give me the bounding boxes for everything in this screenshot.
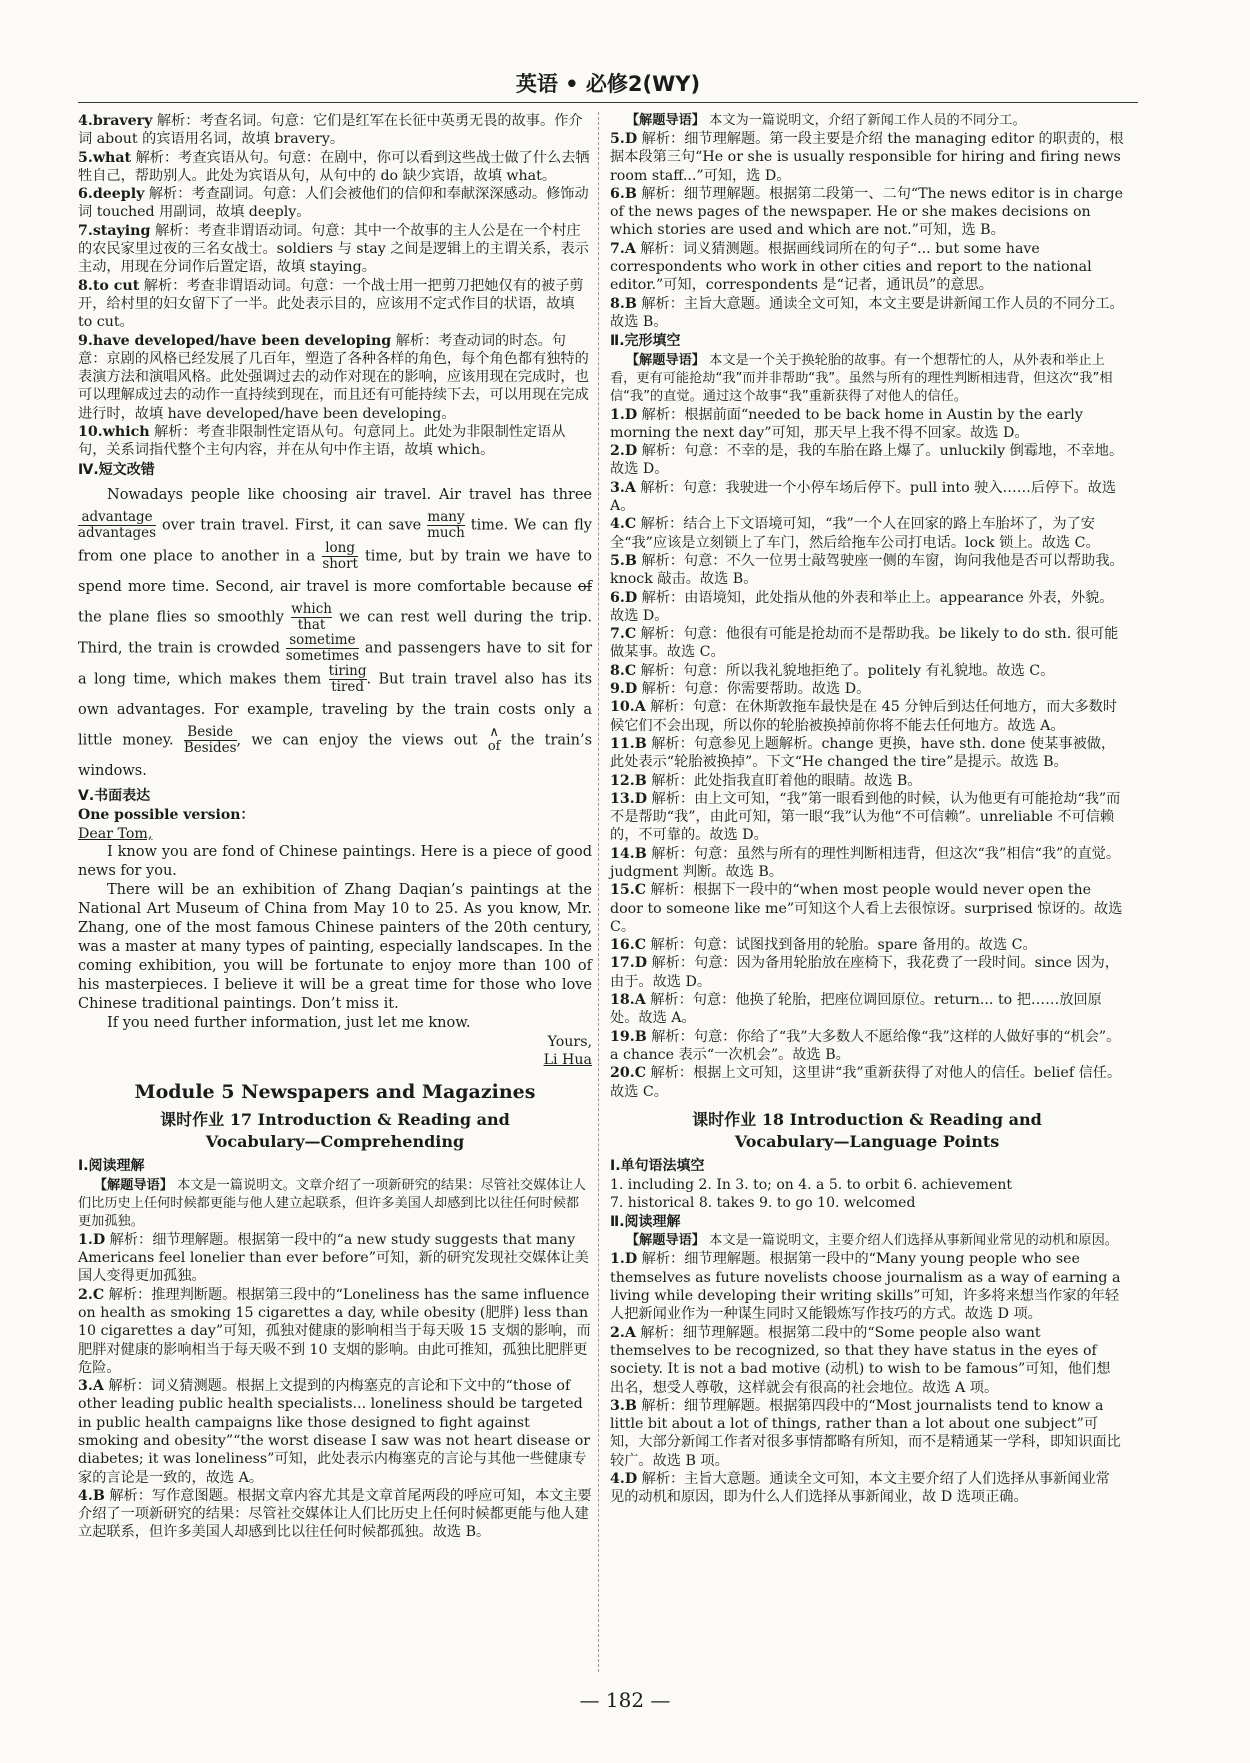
- answer-key: 7.: [610, 626, 625, 643]
- answer-value: D: [634, 790, 647, 807]
- column-divider: [598, 112, 599, 1672]
- answer-item: [78, 149, 592, 186]
- answer-item: [610, 772, 1124, 790]
- letter-greeting: Dear Tom,: [78, 825, 153, 842]
- answer-value: B: [624, 185, 637, 202]
- answer-value: D: [624, 443, 638, 460]
- answer-explanation: 解析：句意：不久一位男士敲驾驶座一侧的车窗，询问我他是否可以帮助我。knock 敲击。故选 B。: [610, 552, 1124, 588]
- answer-explanation: 解析：词义猜测题。根据画线词所在的句子“... but some have correspondents who work in other cities and report to the national editor.”可知，correspondents 是“记者，通讯员”的意思。: [610, 240, 1092, 294]
- answer-explanation: 解析：考查名词。句意：它们是红军在长征中英勇无畏的故事。作介词 about 的宾语用名词，故填 bravery。: [78, 113, 583, 148]
- answer-explanation: 解析：主旨大意题。通读全文可知，本文主要介绍了人们选择从事新闻业常见的动机和原因，即为什么人们选择从事新闻业，故 D 选项正确。: [610, 1471, 1110, 1506]
- answer-value: D: [624, 406, 638, 423]
- answer-key: 2.: [610, 1324, 625, 1341]
- correction-mark: tiring tired: [328, 662, 367, 695]
- letter-signature: Li Hua: [543, 1052, 592, 1069]
- answer-explanation: 解析：句意：试图找到备用的轮胎。spare 备用的。故选 C。: [650, 937, 1037, 954]
- answer-item: [610, 881, 1124, 936]
- answer-explanation: 解析：句意：他换了轮胎，把座位调回原位。return... to 把……放回原处。故选 A。: [610, 992, 1102, 1027]
- answer-value: D: [624, 131, 638, 147]
- answer-list-bottom: [78, 1231, 592, 1542]
- answer-value: A: [624, 1324, 636, 1341]
- answer-key: 3.: [610, 1397, 625, 1414]
- answer-value: C: [624, 662, 637, 679]
- answer-item: [610, 515, 1124, 552]
- answer-value: C: [634, 1065, 646, 1082]
- answer-key: 8.: [78, 277, 93, 294]
- answer-item: [610, 680, 1124, 698]
- answer-value: bravery: [92, 113, 153, 129]
- letter-paragraph: If you need further information, just let me know.: [107, 1014, 471, 1031]
- answer-item: [78, 112, 592, 149]
- letter-paragraph: There will be an exhibition of Zhang Daqian’s paintings at the National Art Museum of China from May 10 to 25. As you know, Mr. Zhang, one of the most famous Chinese painters of the 20th century, was a master at many types of painting, especially landscapes. In the coming exhibition, you will be fortunate to enjoy more than 100 of his masterpieces. I believe it will be a great time for those who love Chinese traditional paintings. Don’t miss it.: [78, 881, 592, 1012]
- answer-explanation: 解析：考查宾语从句。句意：在剧中，你可以看到这些战士做了什么去牺牲自己，帮助别人。此处为宾语从句，从句中的 do 缺少宾语，故填 what。: [78, 149, 590, 184]
- answer-value: B: [634, 1028, 647, 1045]
- section-writing: Ⅴ.书面表达: [78, 787, 151, 804]
- answer-value: D: [92, 1231, 106, 1248]
- answer-explanation: 解析：考查非限制性定语从句。句意同上。此处为非限制性定语从句，关系词指代整个主句内容，并在从句中作主语，故填 which。: [78, 424, 566, 459]
- answer-key: 2.: [78, 1286, 93, 1303]
- correction-mark: long short: [322, 539, 358, 572]
- answer-item: [610, 790, 1124, 845]
- answer-key: 6.: [610, 185, 625, 202]
- answer-item: [78, 423, 592, 460]
- answer-key: 8.: [610, 662, 625, 679]
- answer-value: which: [102, 424, 150, 441]
- answer-item: [610, 442, 1124, 479]
- answer-item: [610, 625, 1124, 662]
- answer-key: 13.: [610, 790, 635, 807]
- answer-key: 8.: [610, 295, 625, 312]
- answer-key: 7.: [610, 240, 625, 257]
- answer-value: B: [634, 735, 647, 752]
- answer-explanation: 解析：考查动词的时态。句意：京剧的风格已经发展了几百年，塑造了各种各样的角色，每个角色都有独特的表演方法和演唱风格。此处强调过去的动作对现在的影响，应该用现在完成时，也可以理解成过去的动作一直持续到现在，而且还有可能持续下去，可以用现在完成进行时，故填 have developed/have been developing。: [78, 332, 589, 422]
- answer-explanation: 解析：根据前面“needed to be back home in Austin by the early morning the next day”可知，那天早上我不得不回家。故选 D。: [610, 406, 1083, 441]
- correction-mark: many much: [427, 508, 465, 541]
- answer-key: 11.: [610, 735, 635, 752]
- answer-value: have developed/have been developing: [92, 332, 392, 349]
- answer-key: 10.: [610, 699, 635, 716]
- answer-key: 6.: [610, 589, 625, 606]
- answer-value: C: [634, 937, 646, 954]
- answer-key: 9.: [610, 681, 625, 698]
- answer-item: [610, 240, 1124, 295]
- answer-explanation: 解析：细节理解题。根据第一段中的“Many young people who see themselves as future novelists choose journalism as a way of earning a living while developing their writing skills”可知，许多将来想当作家的年轻人把新闻业作为一种谋生同时又能锻炼写作技巧的方式。故选 D 项。: [610, 1251, 1121, 1323]
- right-column: [610, 112, 1124, 1507]
- answer-item: [610, 1470, 1124, 1507]
- answer-explanation: 解析：由语境知，此处指从他的外表和举止上。appearance 外表，外貌。故选 D。: [610, 589, 1114, 624]
- answer-value: A: [634, 699, 646, 716]
- answer-explanation: 解析：考查非谓语动词。句意：其中一个故事的主人公是在一个村庄的农民家里过夜的三名女战士。soldiers 与 stay 之间是逻辑上的主谓关系，表示主动，用现在分词作后置定语，故填 staying。: [78, 222, 589, 276]
- answer-value: B: [92, 1487, 105, 1504]
- guide-text: 【解题导语】 本文是一篇说明文，主要介绍人们选择从事新闻业常见的动机和原因。: [625, 1233, 1118, 1249]
- answer-explanation: 解析：句意：不幸的是，我的车胎在路上爆了。unluckily 倒霉地，不幸地。故选 D。: [610, 443, 1124, 478]
- answer-explanation: 解析：句意：我驶进一个小停车场后停下。pull into 驶入……后停下。故选 A。: [610, 479, 1117, 515]
- letter-closing: Yours,: [547, 1033, 592, 1050]
- answer-key: 2.: [610, 443, 625, 460]
- answer-explanation: 解析：句意：所以我礼貌地拒绝了。politely 有礼貌地。故选 C。: [640, 662, 1055, 679]
- answer-item: [610, 991, 1124, 1028]
- module-title: Module 5 Newspapers and Magazines: [134, 1081, 536, 1104]
- answer-item: [610, 698, 1124, 735]
- answer-key: 17.: [610, 955, 635, 972]
- guide-text: 【解题导语】 本文是一个关于换轮胎的故事。有一个想帮忙的人，从外表和举止上看，更有可能抢劫“我”而并非帮助“我”。虽然与所有的理性判断相违背，但这次“我”相信“我”的直觉。通过这个故事“我”重新获得了对他人的信任。: [610, 352, 1113, 404]
- correction-mark: sometime sometimes: [285, 631, 360, 664]
- answer-item: [610, 130, 1124, 185]
- grammar-answers: 7. historical 8. takes 9. to go 10. welcomed: [610, 1195, 916, 1212]
- answer-item: [610, 552, 1124, 589]
- answer-explanation: 解析：细节理解题。根据第四段中的“Most journalists tend to know a little bit about a lot of things, rather than a lot about one subject”可知，大部分新闻工作者对很多事情都略有所知，而不是精通某一学科，即知识面比较广。故选 B 项。: [610, 1397, 1121, 1469]
- answer-item: [78, 1377, 592, 1487]
- answer-key: 4.: [78, 113, 93, 129]
- answer-item: [610, 185, 1124, 240]
- answer-item: [610, 1250, 1124, 1323]
- answer-key: 4.: [610, 516, 625, 533]
- answer-item: [78, 1231, 592, 1286]
- answer-explanation: 解析：结合上下文语境可知，“我”一个人在回家的路上车胎坏了，为了安全“我”应该是立刻锁上了车门，然后给拖车公司打电话。lock 锁上。故选 C。: [610, 516, 1100, 551]
- answer-key: 15.: [610, 882, 635, 899]
- section-grammar: Ⅰ.单句语法填空: [610, 1157, 705, 1174]
- answer-value: to cut: [92, 277, 140, 294]
- letter-paragraph: I know you are fond of Chinese paintings. Here is a piece of good news for you.: [78, 843, 592, 879]
- section-cloze: Ⅱ.完形填空: [610, 333, 681, 350]
- answer-item: [78, 277, 592, 332]
- answer-key: 16.: [610, 937, 635, 954]
- correction-mark: which that: [291, 600, 332, 633]
- answer-explanation: 解析：句意：虽然与所有的理性判断相违背，但这次“我”相信“我”的直觉。judgment 判断。故选 B。: [610, 845, 1121, 880]
- answer-item: [610, 954, 1124, 991]
- answer-item: [78, 185, 592, 222]
- answer-value: B: [634, 845, 647, 862]
- answer-explanation: 解析：句意：在休斯敦拖车最快是在 45 分钟后到达任何地方，而大多数时候它们不会出现，所以你的轮胎被换掉前你将不能去任何地方。故选 A。: [610, 699, 1118, 734]
- left-column: [78, 112, 592, 1542]
- answer-explanation: 解析：句意：你需要帮助。故选 D。: [641, 681, 871, 698]
- answer-value: A: [92, 1378, 104, 1395]
- answer-key: 1.: [78, 1231, 93, 1248]
- answer-explanation: 解析：细节理解题。根据第一段中的“a new study suggests that many Americans feel lonelier than ever before”可知，新的研究发现社交媒体让美国人变得更加孤独。: [78, 1231, 589, 1285]
- answer-key: 1.: [610, 1251, 625, 1268]
- answer-key: 5.: [610, 552, 625, 569]
- answer-item: [610, 1324, 1124, 1397]
- answer-explanation: 解析：词义猜测题。根据上文提到的内梅塞克的言论和下文中的“those of other leading public health specialists... loneliness should be targeted in public health campaigns like those designed to fight against smoking and obesity”“the worst disease I saw was not heart disease or diabetes; it was loneliness”可知，此处表示内梅塞克的言论与其他一些健康专家的言论是一致的，故选 A。: [78, 1378, 591, 1486]
- answer-item: [610, 295, 1124, 332]
- answer-explanation: 解析：由上文可知，“我”第一眼看到他的时候，认为他更有可能抢劫“我”而不是帮助“我”，由此可知，第一眼“我”认为他“不可信赖”。unreliable 不可信赖的，不可靠的。故选 D。: [610, 790, 1121, 844]
- answer-item: [610, 662, 1124, 680]
- answer-key: 4.: [610, 1471, 625, 1487]
- answer-explanation: 解析：考查副词。句意：人们会被他们的信仰和奉献深深感动。修饰动词 touched 用副词，故填 deeply。: [78, 186, 589, 221]
- answer-item: [610, 936, 1124, 954]
- answer-item: [610, 1028, 1124, 1065]
- answer-explanation: 解析：句意：你给了“我”大多数人不愿给像“我”这样的人做好事的“机会”。a chance 表示“一次机会”。故选 B。: [610, 1028, 1121, 1063]
- answer-item: [610, 845, 1124, 882]
- answer-key: 5.: [610, 131, 625, 147]
- lesson-title: 课时作业 17 Introduction & Reading and: [160, 1110, 510, 1130]
- answer-explanation: 解析：根据下一段中的“when most people would never open the door to someone like me”可知这个人看上去很惊讶。surprised 惊讶的。故选 C。: [610, 882, 1123, 935]
- answer-explanation: 解析：此处指我直盯着他的眼睛。故选 B。: [651, 772, 922, 789]
- answer-explanation: 解析：考查非谓语动词。句意：一个战士用一把剪刀把她仅有的被子剪开，给村里的妇女留下了一半。此处表示目的，应该用不定式作目的状语，故填 to cut。: [78, 277, 584, 331]
- answer-value: B: [624, 552, 637, 569]
- answer-explanation: 解析：写作意图题。根据文章内容尤其是文章首尾两段的呼应可知，本文主要介绍了一项新研究的结果：尽管社交媒体让人们比历史上任何时候都更能与他人建立起联系，但许多美国人却感到比以往任何时候都孤独。故选 B。: [78, 1487, 592, 1541]
- version-label: One possible version：: [78, 807, 255, 824]
- header-title: 英语 • 必修2(WY): [515, 72, 701, 96]
- answer-explanation: 解析：句意：因为备用轮胎放在座椅下，我花费了一段时间。since 因为，由于。故选 D。: [610, 955, 1119, 990]
- answer-value: C: [634, 882, 646, 899]
- section-error-correction: Ⅳ.短文改错: [78, 461, 155, 478]
- answer-value: B: [624, 1397, 637, 1414]
- insertion-mark: ∧ of: [487, 725, 501, 755]
- answer-item: [78, 332, 592, 423]
- answer-key: 20.: [610, 1065, 635, 1082]
- answer-value: D: [634, 955, 647, 972]
- error-correction-passage: Nowadays people like choosing air travel. Air travel has three advantage advantages over train travel. First, it can save many much time. We can fly from one place to another in a long short time, but by train we have to spend more time. Second, air travel is more comfortable because of the plane flies so smoothly which that we can rest well during the trip. Third, the train is crowded sometime sometimes and passengers have to sit for a long time, which makes them tiring tired . But train travel also has its own advantages. For example, traveling by the train costs only a little money. Beside Besides , we can enjoy the views out ∧ of the train’s windows.: [78, 486, 593, 779]
- answer-explanation: 解析：句意：他很有可能是抢劫而不是帮助我。be likely to do sth. 很可能做某事。故选 C。: [610, 626, 1119, 661]
- answer-value: B: [634, 772, 647, 789]
- answer-item: [610, 1064, 1124, 1101]
- answer-item: [610, 589, 1124, 626]
- guide-text: 【解题导语】 本文为一篇说明文，介绍了新闻工作人员的不同分工。: [625, 113, 1026, 128]
- answer-item: [610, 735, 1124, 772]
- answer-explanation: 解析：细节理解题。根据第二段第一、二句“The news editor is in charge of the news pages of the newspaper. He or she makes decisions on which stories are used and which are not.”可知，选 B。: [610, 185, 1123, 239]
- guide-text: 【解题导语】 本文是一篇说明文。文章介绍了一项新研究的结果：尽管社交媒体让人们比历史上任何时候都更能与他人建立起联系，但许多美国人却感到比以往任何时候都更加孤独。: [78, 1177, 586, 1229]
- answer-value: D: [624, 681, 638, 698]
- answer-explanation: 解析：根据上文可知，这里讲“我”重新获得了对他人的信任。belief 信任。故选 C。: [610, 1065, 1122, 1100]
- answer-value: C: [624, 516, 637, 533]
- answer-item: [610, 479, 1124, 516]
- answer-key: 4.: [78, 1487, 93, 1504]
- answer-list: [610, 406, 1124, 1101]
- answer-key: 6.: [78, 186, 93, 203]
- lesson-title: 课时作业 18 Introduction & Reading and: [692, 1109, 1042, 1129]
- answer-value: B: [624, 295, 637, 312]
- answer-value: deeply: [92, 186, 145, 203]
- answer-list: [610, 1250, 1124, 1506]
- answer-value: A: [624, 240, 636, 257]
- lesson-subtitle: Vocabulary—Language Points: [734, 1131, 1000, 1151]
- page-number: — 182 —: [579, 1688, 671, 1712]
- answer-item: [610, 406, 1124, 443]
- answer-explanation: 解析：句意参见上题解析。change 更换，have sth. done 使某事被做，此处表示“轮胎被换掉”。下文“He changed the tire”是提示。故选 B。: [610, 735, 1116, 771]
- answer-key: 18.: [610, 992, 635, 1009]
- answer-key: 10.: [78, 424, 103, 441]
- answer-list: [610, 130, 1124, 331]
- answer-value: D: [624, 589, 638, 606]
- answer-key: 19.: [610, 1028, 635, 1045]
- answer-key: 3.: [78, 1378, 93, 1395]
- answer-key: 1.: [610, 406, 625, 423]
- deleted-word: of: [577, 578, 592, 595]
- answer-explanation: 解析：细节理解题。根据第二段中的“Some people also want themselves to be recognized, so that they have status in the eyes of society. It is not a bad motive (动机) to wish to be famous”可知，他们想出名，想受人尊敬，这样就会有很高的社会地位。故选 A 项。: [610, 1324, 1111, 1396]
- answer-list-top: [78, 112, 592, 460]
- section-reading: Ⅱ.阅读理解: [610, 1214, 681, 1231]
- answer-value: D: [624, 1251, 638, 1268]
- page-header: [78, 66, 1138, 103]
- answer-key: 9.: [78, 332, 93, 349]
- answer-explanation: 解析：主旨大意题。通读全文可知，本文主要是讲新闻工作人员的不同分工。故选 B。: [610, 295, 1124, 330]
- lesson-subtitle: Vocabulary—Comprehending: [205, 1132, 465, 1152]
- grammar-answers: 1. including 2. In 3. to; on 4. a 5. to orbit 6. achievement: [610, 1177, 1012, 1194]
- answer-item: [78, 1286, 592, 1377]
- answer-value: A: [624, 479, 636, 496]
- answer-key: 12.: [610, 772, 635, 789]
- answer-item: [610, 1397, 1124, 1470]
- answer-key: 3.: [610, 479, 625, 496]
- answer-item: [78, 222, 592, 277]
- answer-value: C: [92, 1286, 105, 1303]
- correction-mark: advantage advantages: [78, 508, 157, 541]
- answer-explanation: 解析：细节理解题。第一段主要是介绍 the managing editor 的职责的，根据本段第三句“He or she is usually responsible for hiring and firing news room staff...”可知，选 D。: [610, 131, 1124, 184]
- answer-value: A: [634, 992, 646, 1009]
- correction-mark: Beside Besides: [183, 723, 237, 756]
- answer-explanation: 解析：推理判断题。根据第三段中的“Loneliness has the same influence on health as smoking 15 cigarettes a day, while obesity (肥胖) less than 10 cigarettes a day”可知，孤独对健康的影响相当于每天吸 15 支烟的影响，而肥胖对健康的影响相当于每天吸不到 10 支烟的影响。由此可推知，孤独比肥胖更危险。: [78, 1286, 591, 1376]
- answer-item: [78, 1487, 592, 1542]
- answer-value: D: [624, 1471, 638, 1487]
- section-reading: Ⅰ.阅读理解: [78, 1158, 145, 1175]
- answer-value: what: [92, 149, 132, 166]
- answer-value: C: [624, 626, 637, 643]
- answer-value: staying: [92, 222, 151, 239]
- answer-key: 14.: [610, 845, 635, 862]
- answer-key: 7.: [78, 222, 93, 239]
- answer-key: 5.: [78, 149, 93, 166]
